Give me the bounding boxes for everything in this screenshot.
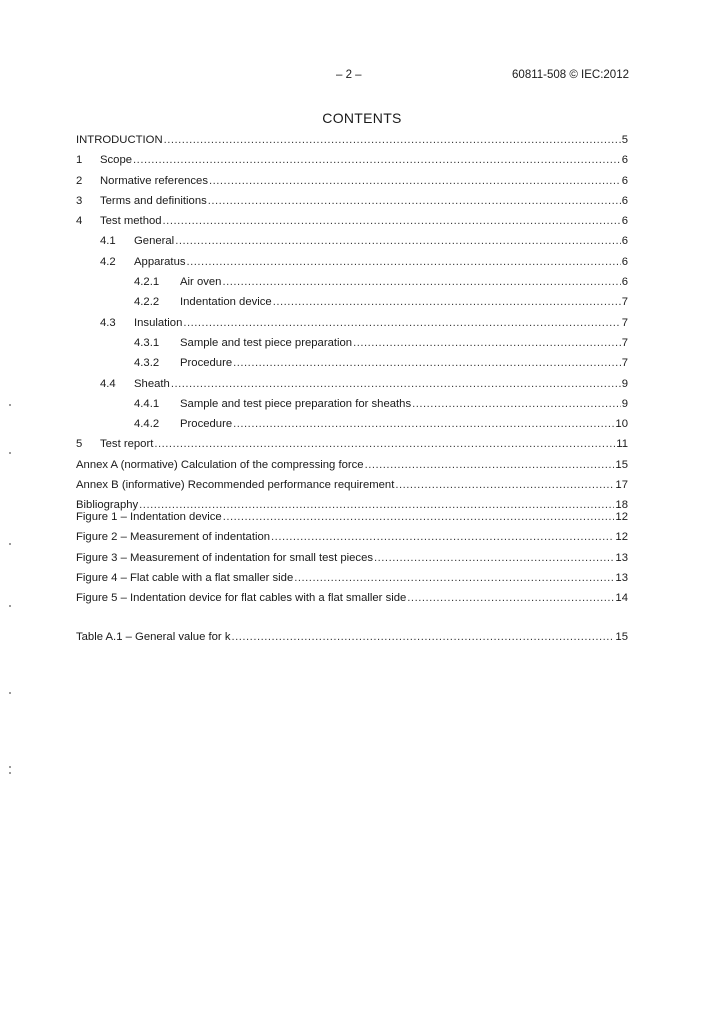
figure-entry[interactable] [76,507,628,527]
scan-mark [9,452,11,454]
figure-entry[interactable] [76,568,628,588]
toc-entry-page: 7 [621,357,628,370]
dot-leader [164,130,621,150]
toc-entry-title: Scope [100,154,133,167]
toc-entry-page: 6 [621,276,628,289]
toc-entry-page: 11 [616,438,628,451]
figure-entry-title: Figure 3 – Measurement of indentation for small test pieces [76,551,374,564]
dot-leader [407,588,614,608]
figure-entry-page: 13 [615,571,628,584]
figure-entry-title: Figure 2 – Measurement of indentation [76,531,271,544]
figure-entry-title: Figure 5 – Indentation device for flat cables with a flat smaller side [76,592,407,605]
figure-entry-title: Figure 4 – Flat cable with a flat smaller side [76,571,294,584]
standard-reference: 60811-508 © IEC:2012 [512,69,629,81]
toc-entry[interactable] [76,414,628,434]
dot-leader [273,292,621,312]
toc-figure-list [76,507,628,608]
dot-leader [231,627,614,647]
toc-entry[interactable] [76,252,628,272]
toc-entry-page: 17 [615,479,628,492]
toc-entry[interactable] [76,171,628,191]
dot-leader [395,475,614,495]
scan-mark [9,543,11,545]
toc-main-list [76,130,628,516]
dot-leader [187,252,621,272]
dot-leader [208,191,621,211]
toc-entry-title: Sample and test piece preparation for sheaths [180,397,412,410]
toc-entry-page: 10 [615,418,628,431]
toc-entry-title: Indentation device [180,296,272,309]
toc-entry-title: Test report [100,438,154,451]
toc-entry[interactable] [76,130,628,150]
figure-entry[interactable] [76,527,628,547]
page-number: – 2 – [336,69,362,81]
toc-entry-number: 4.2.1 [134,276,160,289]
scan-mark [9,404,11,406]
figure-entry[interactable] [76,588,628,608]
toc-entry-number: 4.2 [100,255,116,268]
toc-entry[interactable] [76,191,628,211]
toc-entry-title: INTRODUCTION [76,134,163,146]
toc-entry-page: 9 [621,377,628,390]
toc-entry-page: 18 [615,499,628,512]
figure-entry[interactable] [76,548,628,568]
dot-leader [233,353,621,373]
figure-entry-page: 14 [615,592,628,605]
toc-entry[interactable] [76,272,628,292]
toc-entry[interactable] [76,313,628,333]
toc-entry-page: 6 [621,255,628,268]
toc-entry-number: 4.4.1 [134,397,160,410]
toc-entry-number: 2 [76,174,83,187]
figure-entry-page: 12 [615,511,628,523]
toc-entry[interactable] [76,211,628,231]
scan-mark [9,766,11,768]
toc-entry[interactable] [76,292,628,312]
contents-title: CONTENTS [322,110,402,126]
dot-leader [163,211,621,231]
dot-leader [412,394,621,414]
toc-entry-number: 4.3.2 [134,357,160,370]
scan-mark [9,692,11,694]
toc-entry-title: Apparatus [134,255,186,268]
toc-entry-page: 5 [621,134,628,146]
dot-leader [233,414,614,434]
toc-entry[interactable] [76,394,628,414]
toc-entry-page: 7 [621,336,628,349]
dot-leader [209,171,621,191]
figure-entry-page: 12 [615,531,628,544]
dot-leader [223,507,615,527]
scan-mark [9,605,11,607]
toc-entry-number: 4.1 [100,235,116,248]
page-header [0,69,724,85]
figure-entry-page: 13 [615,551,628,564]
toc-entry[interactable] [76,434,628,454]
figure-entry-title: Figure 1 – Indentation device [76,511,222,523]
toc-entry-page: 7 [621,316,628,329]
table-entry-title: Table A.1 – General value for k [76,631,231,643]
toc-entry-page: 15 [615,458,628,471]
dot-leader [365,455,615,475]
toc-entry[interactable] [76,150,628,170]
dot-leader [222,272,620,292]
toc-entry-title: Normative references [100,174,208,187]
toc-entry-number: 4.4 [100,377,116,390]
dot-leader [294,568,614,588]
toc-entry-page: 9 [621,397,628,410]
scan-mark [9,772,11,774]
toc-entry-title: Bibliography [76,499,139,512]
toc-entry-page: 6 [621,174,628,187]
dot-leader [133,150,621,170]
toc-entry-title: Insulation [134,316,183,329]
toc-entry-number: 1 [76,154,83,167]
toc-entry[interactable] [76,353,628,373]
toc-entry-title: Annex B (informative) Recommended performance requirement [76,479,395,492]
toc-entry[interactable] [76,475,628,495]
toc-entry-title: Air oven [180,276,222,289]
dot-leader [154,434,615,454]
toc-entry-page: 6 [621,194,628,207]
toc-entry-title: Annex A (normative) Calculation of the compressing force [76,458,364,471]
toc-entry-title: Sample and test piece preparation [180,336,353,349]
toc-entry-page: 7 [621,296,628,309]
toc-entry-number: 3 [76,194,83,207]
toc-entry[interactable] [76,333,628,353]
table-entry[interactable] [76,627,628,647]
toc-entry-page: 6 [621,235,628,248]
toc-entry-number: 4.4.2 [134,418,160,431]
toc-entry-page: 6 [621,154,628,167]
toc-entry-title: General [134,235,175,248]
dot-leader [171,374,621,394]
dot-leader [353,333,621,353]
toc-entry-number: 5 [76,438,83,451]
toc-entry-title: Sheath [134,377,170,390]
toc-entry-title: Terms and definitions [100,194,207,207]
dot-leader [271,527,614,547]
dot-leader [374,548,614,568]
dot-leader [183,313,620,333]
table-entry-page: 15 [615,631,628,643]
toc-entry[interactable] [76,374,628,394]
toc-entry[interactable] [76,231,628,251]
toc-table-list [76,627,628,647]
toc-entry-title: Procedure [180,357,233,370]
toc-entry-title: Procedure [180,418,233,431]
toc-entry-number: 4.3 [100,316,116,329]
toc-entry-number: 4 [76,215,83,228]
toc-entry[interactable] [76,455,628,475]
toc-entry-page: 6 [621,215,628,228]
toc-entry-number: 4.3.1 [134,336,160,349]
dot-leader [175,231,621,251]
toc-entry-title: Test method [100,215,162,228]
toc-entry-number: 4.2.2 [134,296,160,309]
